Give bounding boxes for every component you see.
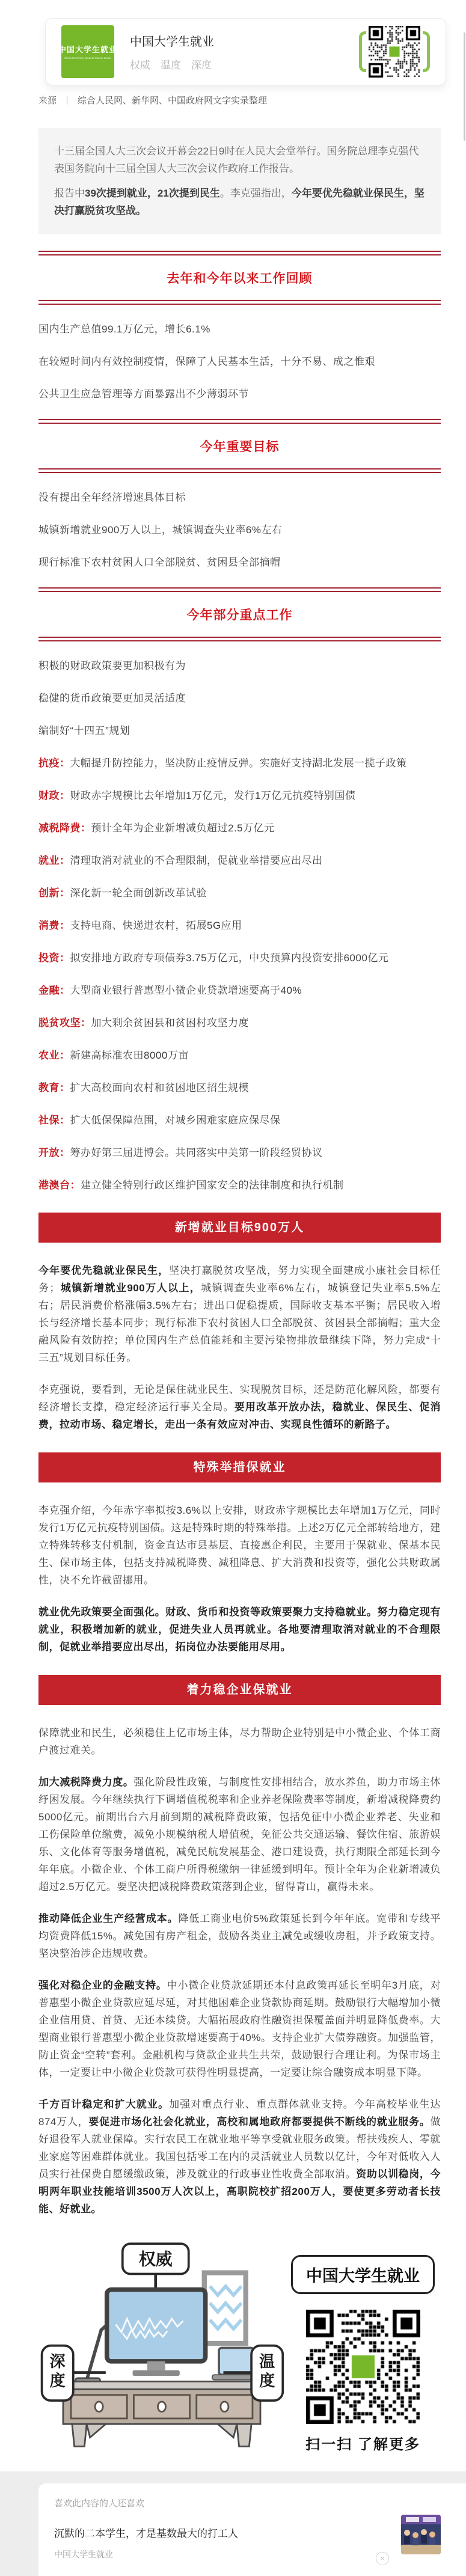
double-rule xyxy=(38,587,441,592)
item-text: 深化新一轮全面创新改革试验 xyxy=(70,887,207,899)
double-rule xyxy=(38,468,441,473)
qr-bracket-right-icon xyxy=(423,31,430,72)
item-text: 大幅提升防控能力，坚决防止疫情反弹。实施好支持湖北发展一揽子政策 xyxy=(70,757,407,769)
source-label: 来源 xyxy=(38,96,57,106)
qr-code-icon xyxy=(369,26,420,78)
review-list xyxy=(38,322,441,402)
monitor-stand xyxy=(147,2361,165,2370)
item-label: 社保： xyxy=(38,1115,70,1126)
labeled-item xyxy=(38,983,441,999)
item-text: 建立健全特别行政区维护国家安全的法律制度和执行机制 xyxy=(81,1179,344,1191)
scan-hint: 扫一扫 了解更多 xyxy=(305,2437,420,2453)
recommend-thumbnail[interactable] xyxy=(401,2515,441,2554)
item-text: 大型商业银行普惠型小微企业贷款增速要高于40% xyxy=(70,985,302,996)
recommend-heading: 喜欢此内容的人还喜欢 xyxy=(54,2498,145,2509)
item-label: 农业： xyxy=(38,1050,70,1061)
labeled-item xyxy=(38,821,441,836)
footer-illustration xyxy=(38,2238,441,2453)
account-tagline: 权威 温度 深度 xyxy=(130,60,212,71)
desk-top xyxy=(49,2381,275,2389)
scrollbar-thumb[interactable] xyxy=(464,32,465,141)
laptop-screen xyxy=(219,2348,254,2375)
paragraph: 保障就业和民生，必须稳住上亿市场主体，尽力帮助企业特别是中小微企业、个体工商户渡过难关。 xyxy=(38,1727,441,1756)
section-title: 今年重要目标 xyxy=(200,440,280,454)
brand-bubble: 中国大学生就业 xyxy=(291,2255,435,2294)
labeled-item xyxy=(38,1048,441,1063)
list-item: 在较短时间内有效控制疫情，保障了人民基本生活，十分不易、成之惟艰 xyxy=(38,356,375,367)
paragraph: 推动降低企业生产经营成本。降低工商业电价5%政策延长到今年年底。宽带和专线平均资费降低15%。减免国有房产租金，鼓励各类业主减免或缓收房租，并予政策支持。坚决整治涉企违规收费。 xyxy=(38,1913,441,1959)
labeled-item xyxy=(38,1145,441,1161)
section-header-goals xyxy=(38,419,441,473)
paragraph-group-1 xyxy=(38,1262,441,1433)
source-divider: ｜ xyxy=(63,96,72,106)
desk-legs xyxy=(72,2424,251,2446)
item-label: 脱贫攻坚： xyxy=(38,1017,91,1029)
item-label: 抗疫： xyxy=(38,757,70,769)
keywork-labeled-list xyxy=(38,756,441,1193)
item-label: 消费： xyxy=(38,920,70,931)
keywork-list xyxy=(38,658,441,739)
intro-paragraph: 报告中39次提到就业，21次提到民生。李克强指出，今年要优先稳就业保民生，坚决打赢脱贫攻坚战。 xyxy=(54,188,425,216)
intro-paragraph: 十三届全国人大三次会议开幕会22日9时在人民大会堂举行。国务院总理李克强代表国务院向十三届全国人大三次会议作政府工作报告。 xyxy=(54,145,419,174)
labeled-item xyxy=(38,756,441,771)
article-body xyxy=(0,128,466,2453)
paragraph: 李克强介绍，今年赤字率拟按3.6%以上安排，财政赤字规模比去年增加1万亿元，同时发行1万亿元抗疫特别国债。这是特殊时期的特殊举措。上述2万亿元全部转给地方，建立特殊转移支付机制，资金直达市县基层、直接惠企利民，主要用于保就业、保基本民生、保市场主体，包括支持减税降费、减租降息、扩大消费和投资等，强化公共财政属性，决不允许截留挪用。 xyxy=(38,1505,441,1586)
banner-special-measures: 特殊举措保就业 xyxy=(38,1452,441,1482)
logo-text: 中国大学生就业 xyxy=(58,45,118,54)
double-rule xyxy=(38,637,441,641)
labeled-item xyxy=(38,1178,441,1193)
item-text: 扩大低保保障范围，对城乡困难家庭应保尽保 xyxy=(70,1115,281,1126)
list-item: 现行标准下农村贫困人口全部脱贫、贫困县全部摘帽 xyxy=(38,557,281,568)
item-label: 财政： xyxy=(38,790,70,801)
labeled-item xyxy=(38,788,441,804)
qr-bracket-left-icon xyxy=(359,31,366,72)
account-qr-wrap xyxy=(359,26,430,78)
labeled-item xyxy=(38,853,441,869)
item-text: 扩大高校面向农村和贫困地区招生规模 xyxy=(70,1082,249,1094)
recommend-card[interactable] xyxy=(38,2483,466,2576)
item-label: 就业： xyxy=(38,855,70,866)
paragraph: 加大减税降费力度。强化阶段性政策，与制度性安排相结合，放水养鱼，助力市场主体纾困发展。今年继续执行下调增值税税率和企业养老保险费率等制度，新增减税降费约5000亿元。前期出台六月前到期的减税降费政策，包括免征中小微企业养老、失业和工伤保险单位缴费，减免小规模纳税人增值税，免征公共交通运输、餐饮住宿、旅游娱乐、文化体育等服务增值税，减免民航发展基金、港口建设费，执行期限全部延长到今年年底。小微企业、个体工商户所得税缴纳一律延缓到明年。预计全年为企业新增减负超过2.5万亿元。要坚决把减税降费政策落到企业，留得青山，赢得未来。 xyxy=(38,1776,441,1892)
dismiss-button[interactable]: × xyxy=(376,2552,389,2565)
list-item: 国内生产总值99.1万亿元，增长6.1% xyxy=(38,323,210,335)
paragraph: 强化对稳企业的金融支持。中小微企业贷款延期还本付息政策再延长至明年3月底，对普惠型小微企业贷款应延尽延，对其他困难企业贷款协商延期。鼓励银行大幅增加小微企业信用贷、首贷、无还本续贷。大幅拓展政府性融资担保覆盖面并明显降低费率。大型商业银行普惠型小微企业贷款增速要高于40%。支持企业扩大债券融资。加强监管，防止资金“空转”套利。金融机构与贷款企业共生共荣，鼓励银行合理让利。为保市场主体，一定要让中小微企业贷款可获得性明显提高，一定要让综合融资成本明显下降。 xyxy=(38,1980,441,2078)
item-label: 金融： xyxy=(38,985,70,996)
item-label: 投资： xyxy=(38,952,70,964)
footer-qr-code-icon xyxy=(306,2310,420,2424)
item-label: 开放： xyxy=(38,1147,70,1158)
item-text: 预计全年为企业新增减负超过2.5万亿元 xyxy=(91,822,275,834)
section-title: 今年部分重点工作 xyxy=(186,608,293,622)
labeled-item xyxy=(38,950,441,966)
account-logo xyxy=(58,25,118,78)
labeled-item xyxy=(38,886,441,901)
list-item: 城镇新增就业900万人以上，城镇调查失业率6%左右 xyxy=(38,524,283,536)
bubble-authority-label: 权威 xyxy=(138,2250,173,2269)
thumbnail-image xyxy=(401,2515,441,2554)
item-text: 支持电商、快递进农村，拓展5G应用 xyxy=(70,920,242,931)
banner-stabilize-enterprises: 着力稳企业保就业 xyxy=(38,1675,441,1705)
recommend-article-title[interactable]: 沉默的二本学生，才是基数最大的打工人 xyxy=(54,2528,238,2539)
item-text: 清理取消对就业的不合理限制，促就业举措要应出尽出 xyxy=(70,855,323,866)
paragraph: 李克强说，要看到，无论是保住就业民生、实现脱贫目标，还是防范化解风险，都要有经济增长支撑，稳定经济运行事关全局。要用改革开放办法，稳就业、保民生、促消费，拉动市场、稳定增长，走出一条有效应对冲击、实现良性循环的新路子。 xyxy=(38,1384,441,1430)
picture-frame xyxy=(204,2273,246,2343)
desk-illustration-svg xyxy=(38,2238,285,2450)
labeled-item xyxy=(38,1113,441,1128)
section-header-review xyxy=(38,251,441,305)
item-text: 新建高标准农田8000万亩 xyxy=(70,1050,189,1061)
double-rule xyxy=(38,419,441,424)
labeled-item xyxy=(38,918,441,934)
item-text: 财政赤字规模比去年增加1万亿元，发行1万亿元抗疫特别国债 xyxy=(70,790,356,801)
source-text: 综合人民网、新华网、中国政府网文字实录整理 xyxy=(78,96,268,106)
list-item: 没有提出全年经济增速具体目标 xyxy=(38,492,186,503)
list-item: 编制好“十四五”规划 xyxy=(38,725,130,736)
paragraph: 千方百计稳定和扩大就业。加强对重点行业、重点群体就业支持。今年高校毕业生达874万人，要促进市场化社会化就业，高校和属地政府都要提供不断线的就业服务。做好退役军人就业保障。实行农民工在就业地平等享受就业服务政策。帮扶残疾人、零就业家庭等困难群体就业。我国包括零工在内的灵活就业人员数以亿计，今年对低收入人员实行社保费自愿缓缴政策，涉及就业的行政事业性收费全部取消。资助以训稳岗，今明两年职业技能培训3500万人次以上，高职院校扩招200万人，要使更多劳动者长技能、好就业。 xyxy=(38,2099,441,2215)
recommend-article-source: 中国大学生就业 xyxy=(54,2550,113,2559)
item-label: 减税降费： xyxy=(38,822,91,834)
list-item: 稳健的货币政策要更加灵活适度 xyxy=(38,693,186,704)
section-title: 去年和今年以来工作回顾 xyxy=(167,272,313,286)
recommend-section xyxy=(0,2471,466,2576)
source-line xyxy=(38,94,441,106)
double-rule xyxy=(38,300,441,305)
desk-drawers xyxy=(71,2395,253,2418)
paragraph: 就业优先政策要全面强化。财政、货币和投资等政策要聚力支持稳就业。努力稳定现有就业，积极增加新的就业，促进失业人员再就业。各地要清理取消对就业的不合理限制，促就业举措要应出尽出，拓岗位办法要能用尽用。 xyxy=(38,1606,441,1653)
bubble-warmth-label: 温度 xyxy=(259,2352,275,2390)
item-text: 加大剩余贫困县和贫困村攻坚力度 xyxy=(91,1017,249,1029)
item-label: 港澳台： xyxy=(38,1179,81,1191)
logo-subtext: China University Student Career Guide xyxy=(64,57,111,60)
item-text: 拟安排地方政府专项债券3.75万亿元，中央预算内投资安排6000亿元 xyxy=(70,952,389,964)
desk-illustration xyxy=(38,2238,285,2453)
monitor-base xyxy=(133,2370,180,2376)
goals-list xyxy=(38,490,441,571)
list-item: 积极的财政政策要更加积极有为 xyxy=(38,660,186,672)
paragraph: 今年要优先稳就业保民生，坚决打赢脱贫攻坚战，努力实现全面建成小康社会目标任务；城镇新增就业900万人以上，城镇调查失业率6%左右，城镇登记失业率5.5%左右；居民消费价格涨幅3.5%左右；进出口促稳提质，国际收支基本平衡；居民收入增长与经济增长基本同步；现行标准下农村贫困人口全部脱贫、贫困县全部摘帽；重大金融风险有效防控；单位国内生产总值能耗和主要污染物排放量继续下降，努力完成“十三五”规划目标任务。 xyxy=(38,1265,441,1363)
item-label: 教育： xyxy=(38,1082,70,1094)
bubble-depth-label: 深度 xyxy=(49,2352,66,2390)
account-title: 中国大学生就业 xyxy=(130,35,214,49)
paragraph-group-2 xyxy=(38,1502,441,1656)
paragraph-group-3 xyxy=(38,1724,441,2218)
item-label: 创新： xyxy=(38,887,70,899)
item-text: 筹办好第三届进博会。共同落实中美第一阶段经贸协议 xyxy=(70,1147,323,1158)
labeled-item xyxy=(38,1015,441,1031)
double-rule xyxy=(38,251,441,255)
monitor xyxy=(107,2290,206,2361)
labeled-item xyxy=(38,1080,441,1096)
section-header-keywork xyxy=(38,587,441,641)
list-item: 公共卫生应急管理等方面暴露出不少薄弱环节 xyxy=(38,388,249,400)
account-card[interactable] xyxy=(45,18,446,85)
intro-box xyxy=(38,128,441,234)
banner-jobs-target: 新增就业目标900万人 xyxy=(38,1213,441,1243)
